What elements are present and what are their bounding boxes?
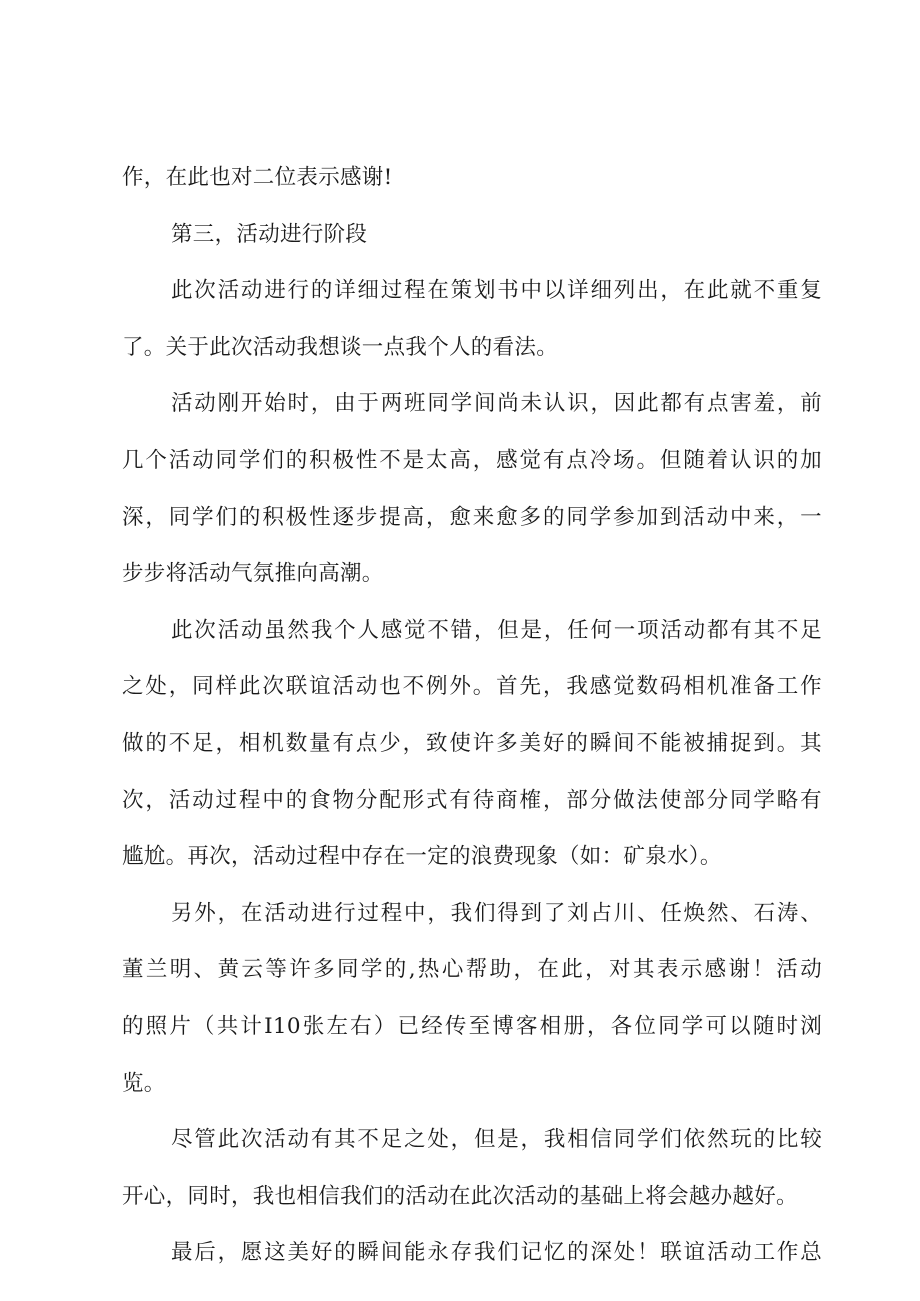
text-line: 作，在此也对二位表示感谢! bbox=[122, 165, 393, 190]
text-line: 尴尬。再次，活动过程中存在一定的浪费现象（如：矿泉水）。 bbox=[122, 844, 722, 870]
text-line: 活动刚开始时，由于两班同学间尚未认识，因此都有点害羞，前 bbox=[171, 391, 822, 417]
text-line: 董兰明、黄云等许多同学的,热心帮助，在此，对其表示感谢！活动 bbox=[122, 957, 822, 983]
text-line: 尽管此次活动有其不足之处，但是，我相信同学们依然玩的比较 bbox=[171, 1127, 822, 1153]
text-line: 此次活动虽然我个人感觉不错，但是，任何一项活动都有其不足 bbox=[171, 617, 822, 643]
text-line: 最后，愿这美好的瞬间能永存我们记忆的深处！联谊活动工作总 bbox=[171, 1240, 822, 1266]
text-line: 做的不足，相机数量有点少，致使许多美好的瞬间不能被捕捉到。其 bbox=[122, 730, 822, 756]
text-line: 深，同学们的积极性逐步提高，愈来愈多的同学参加到活动中来，一 bbox=[122, 504, 822, 530]
text-line: 此次活动进行的详细过程在策划书中以详细列出，在此就不重复 bbox=[171, 278, 822, 304]
text-line: 第三，活动进行阶段 bbox=[171, 221, 368, 247]
text-line: 次，活动过程中的食物分配形式有待商榷，部分做法使部分同学略有 bbox=[122, 787, 822, 813]
text-line: 另外，在活动进行过程中，我们得到了刘占川、任焕然、石涛、 bbox=[171, 900, 822, 926]
text-line: 览。 bbox=[122, 1070, 166, 1096]
text-line: 了。关于此次活动我想谈一点我个人的看法。 bbox=[122, 334, 559, 360]
text-line: 步步将活动气氛推向高潮。 bbox=[122, 561, 384, 587]
text-line: 之处，同样此次联谊活动也不例外。首先，我感觉数码相机准备工作 bbox=[122, 674, 822, 700]
text-line: 几个活动同学们的积极性不是太高，感觉有点冷场。但随着认识的加 bbox=[122, 447, 822, 473]
document-body bbox=[122, 150, 822, 1282]
text-line: 的照片（共计I10张左右）已经传至博客相册，各位同学可以随时浏 bbox=[122, 1013, 822, 1039]
text-line: 开心，同时，我也相信我们的活动在此次活动的基础上将会越办越好。 bbox=[122, 1183, 798, 1209]
